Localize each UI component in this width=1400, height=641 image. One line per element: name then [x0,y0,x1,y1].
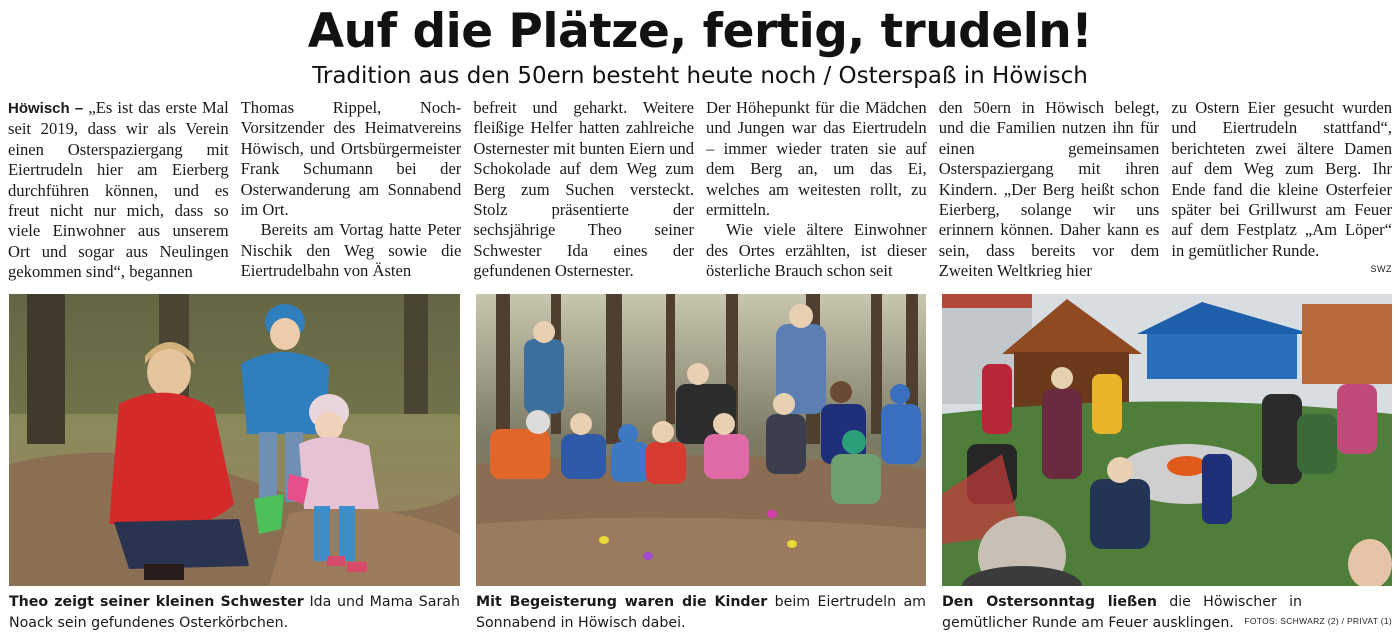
caption-text: die Höwischer in gemütlicher Runde am Feuer ausklingen. [942,594,1302,631]
text-column-1 [8,98,229,282]
photo-egg-rolling [476,294,926,586]
subheadline: Tradition aus den 50ern besteht heute noch / Osterspaß in Höwisch [312,63,1088,89]
author-mark: SWZ [1370,264,1393,275]
article-body [8,98,1392,282]
headline: Auf die Plätze, fertig, trudeln! [307,4,1093,59]
text-column-6 [1171,98,1392,282]
paragraph: befreit und geharkt. Weitere fleißige Helfer hatten zahlreiche Osternester mit bunten Eiern und Schokolade auf dem Weg zum Berg zum Suchen versteckt. Stolz präsentierte der sechsjährige Theo seiner Schwester Ida eines der gefundenen Osternester. [473,98,695,281]
dateline: Höwisch – [8,100,84,117]
text-column-5 [939,98,1160,282]
caption-lead: Theo zeigt seiner kleinen Schwester [9,594,304,610]
paragraph: Bereits am Vortag hatte Peter Nischik den Weg sowie die Eiertrudelbahn von Ästen [240,220,462,281]
caption-lead: Den Ostersonntag ließen [942,594,1157,610]
paragraph: den 50ern in Höwisch belegt, und die Familien nutzen ihn für einen gemeinsamen Osterspaziergang mit ihren Kindern. „Der Berg heißt schon Eierberg, solange wir uns erinnern können. Daher kann es sein, dass bereits vor dem Zweiten Weltkrieg hier [938,98,1160,281]
paragraph: zu Ostern Eier gesucht wurden und Eiertrudeln stattfand“, berichteten zwei ältere Damen auf dem Weg zum Berg. Ihr Ende fand die kleine Osterfeier später bei Grillwurst am Feuer auf dem Festplatz „Am Löper“ in gemütlicher Runde. [1171,98,1393,260]
photo-campfire [942,294,1392,586]
caption-text: beim Eiertrudeln am Sonnabend in Höwisch dabei. [476,594,926,631]
caption-lead: Mit Begeisterung waren die Kinder [476,594,768,610]
text-column-4 [706,98,927,282]
text-column-3 [473,98,694,282]
photo-caption [476,592,926,634]
photo-family-forest [9,294,460,586]
text-column-2 [241,98,462,282]
paragraph: „Es ist das erste Mal seit 2019, dass wir als Verein einen Osterspaziergang mit Eiertrudeln hier am Eierberg durchführen können, und es freut nicht nur mich, dass so viele Einwohner aus unserem Ort und sogar aus Neulingen gekommen sind“, begannen [8,98,229,282]
caption-text: Ida und Mama Sarah Noack sein gefundenes Osterkörbchen. [9,594,460,631]
photo-caption [942,592,1302,634]
paragraph: Wie viele ältere Einwohner des Ortes erzählten, ist dieser österliche Brauch schon seit [706,220,927,281]
photo-credit: FOTOS: SCHWARZ (2) / PRIVAT (1) [1244,616,1392,626]
photo-caption [9,592,460,634]
paragraph: Der Höhepunkt für die Mädchen und Jungen war das Eiertrudeln – immer wieder traten sie auf dem Berg an, um das Ei, welches am weitesten rollt, zu ermitteln. [706,98,927,220]
paragraph: Thomas Rippel, Noch-Vorsitzender des Heimatvereins Höwisch, und Ortsbürgermeister Frank Schumann bei der Osterwanderung am Sonnabend im Ort. [240,98,462,220]
